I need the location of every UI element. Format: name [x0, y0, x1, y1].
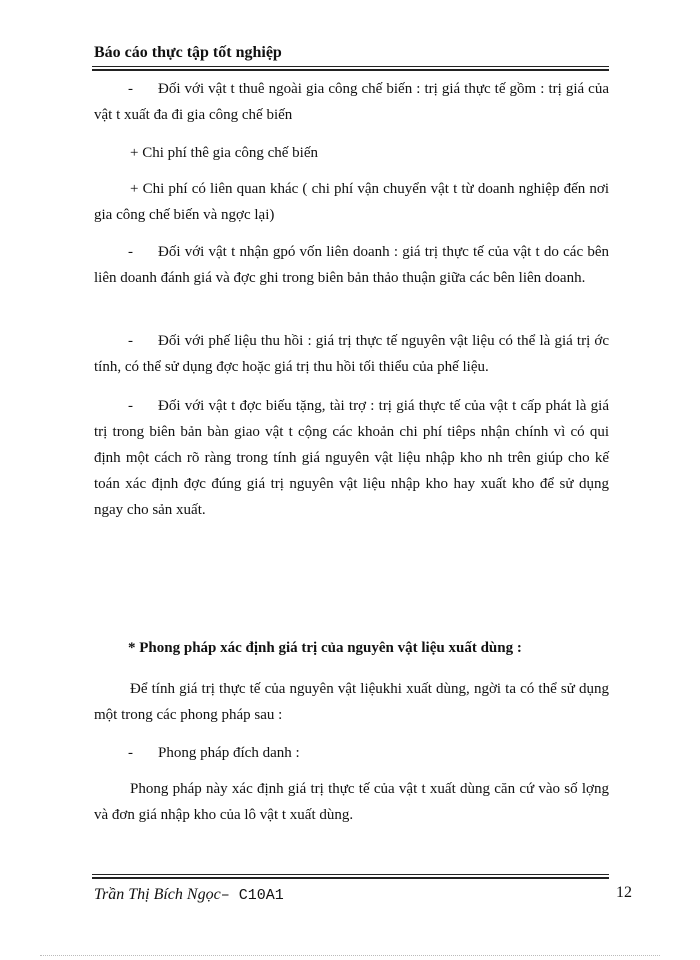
paragraph-scrap-recovery [94, 328, 609, 380]
paragraph-text: Để tính giá trị thực tế của nguyên vật liệukhi xuất dùng, ngời ta có thể sử dụng một trong các phong pháp sau : [94, 681, 609, 723]
paragraph-text: + Chi phí thê gia công chế biến [130, 145, 318, 161]
author-name: Trần Thị Bích Ngọc [94, 886, 221, 903]
footer-rule-top [92, 874, 609, 875]
paragraph-text: Đối với vật t nhận gpó vốn liên doanh : giá trị thực tế của vật t do các bên liên doanh đánh giá và đợc ghi trong biên bản thảo thuận giữa các bên liên doanh. [94, 244, 609, 286]
method-title [94, 740, 609, 766]
page-number: 12 [616, 884, 632, 901]
paragraph-processing-cost [94, 140, 609, 166]
paragraph-outsourced-processing [94, 76, 609, 128]
paragraph-joint-venture [94, 239, 609, 291]
paragraph-text: Đối với vật t đợc biếu tặng, tài trợ : trị giá thực tế của vật t cấp phát là giá trị trong biên bản bàn giao vật t cộng các khoản chi phí tiêps nhận chính vì có qui định một cách rõ ràng trong tính giá nguyên vật liệu nhập kho nh trên giúp cho kế toán xác định đợc đúng giá trị nguyên vật liệu nhập kho hay xuất kho để sử dụng ngay cho sản xuất. [94, 398, 609, 518]
method-description [94, 776, 609, 828]
bullet-marker: - [128, 745, 133, 761]
method-title-text: Phong pháp đích danh : [158, 745, 300, 761]
footer-rule-bottom [92, 877, 609, 879]
class-code: – C10A1 [220, 887, 284, 904]
header-rule-top [92, 66, 609, 67]
bullet-marker: - [128, 333, 133, 349]
header-title: Báo cáo thực tập tốt nghiệp [94, 44, 282, 61]
page-edge-divider [40, 955, 660, 956]
paragraph-donated-materials [94, 393, 609, 523]
paragraph-text: Đối với phế liệu thu hồi : giá trị thực tế nguyên vật liệu có thể là giá trị ớc tính, có thể sử dụng đợc hoặc giá trị thu hồi tối thiểu của phế liệu. [94, 333, 609, 375]
bullet-marker: - [128, 81, 133, 97]
bullet-marker: - [128, 244, 133, 260]
paragraph-other-costs [94, 176, 609, 228]
header-rule-bottom [92, 69, 609, 71]
section-heading: * Phong pháp xác định giá trị của nguyên vật liệu xuất dùng : [128, 640, 522, 656]
footer-author [94, 886, 284, 904]
section-intro [94, 676, 609, 728]
paragraph-text: Đối với vật t thuê ngoài gia công chế biến : trị giá thực tế gồm : trị giá của vật t xuất đa đi gia công chế biến [94, 81, 609, 123]
paragraph-text: + Chi phí có liên quan khác ( chi phí vận chuyển vật t từ doanh nghiệp đến nơi gia công chế biến và ngợc lại) [94, 181, 609, 223]
paragraph-text: Phong pháp này xác định giá trị thực tế của vật t xuất dùng căn cứ vào số lợng và đơn giá nhập kho của lô vật t xuất dùng. [94, 781, 609, 823]
bullet-marker: - [128, 398, 133, 414]
